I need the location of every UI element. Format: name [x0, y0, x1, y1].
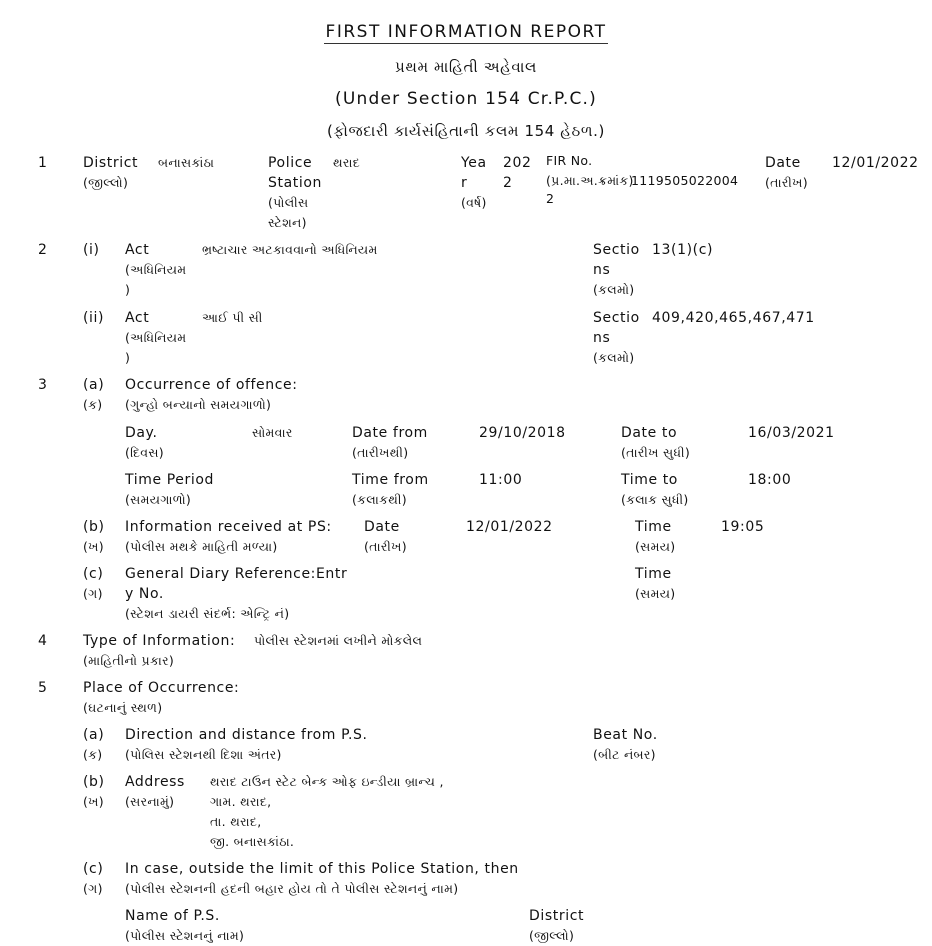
address-line: જી. બનાસકાંઠા.	[210, 834, 295, 849]
sub-index: (b)	[83, 774, 105, 790]
district-label: District	[83, 155, 139, 171]
type-of-information-label-gujarati: (માહિતીનો પ્રકાર)	[83, 653, 175, 668]
sub-index-gujarati: (ગ)	[83, 881, 103, 896]
year-value: 202	[503, 155, 532, 171]
time-period-label: Time Period	[125, 472, 214, 488]
occurrence-label: Occurrence of offence:	[125, 377, 298, 393]
item-number: 4	[38, 633, 48, 649]
diary-time-label: Time	[635, 566, 672, 582]
year-label: Yea	[461, 155, 487, 171]
place-of-occurrence-label-gujarati: (ઘટનાનું સ્થળ)	[83, 700, 163, 715]
outside-district-label: District	[529, 908, 585, 924]
info-date-label-gujarati: (તારીખ)	[364, 539, 407, 554]
ps-name-label: Name of P.S.	[125, 908, 220, 924]
day-label: Day.	[125, 425, 158, 441]
sections-label-gujarati: (કલમો)	[593, 282, 635, 297]
info-time-label: Time	[635, 519, 672, 535]
sections-label-line2: ns	[593, 330, 611, 346]
beat-number-label: Beat No.	[593, 727, 658, 743]
district-value: બનાસકાંઠા	[158, 155, 215, 170]
info-date-label: Date	[364, 519, 400, 535]
fir-number-value-line2: 2	[546, 191, 555, 206]
ps-name-label-gujarati: (પોલીસ સ્ટેશનનું નામ)	[125, 928, 245, 943]
district-label-gujarati: (જીલ્લો)	[83, 175, 129, 190]
police-station-label-gujarati: (પોલીસ	[268, 195, 309, 210]
sections-label-line2: ns	[593, 262, 611, 278]
direction-distance-label-gujarati: (પોલિસ સ્ટેશનથી દિશા અંતર)	[125, 747, 282, 762]
day-label-gujarati: (દિવસ)	[125, 445, 164, 460]
act-value: આઈ પી સી	[202, 310, 263, 325]
act-value: ભ્રષ્ટાચાર અટકાવવાનો અધિનિયમ	[202, 242, 378, 257]
time-to-label-gujarati: (કલાક સુધી)	[621, 492, 689, 507]
year-value-line2: 2	[503, 175, 513, 191]
date-from-label: Date from	[352, 425, 428, 441]
item-number: 3	[38, 377, 48, 393]
time-period-label-gujarati: (સમયગાળો)	[125, 492, 192, 507]
year-label-line2: r	[461, 175, 468, 191]
time-from-label-gujarati: (કલાકથી)	[352, 492, 407, 507]
outside-limit-label-gujarati: (પોલીસ સ્ટેશનની હદની બહાર હોય તો તે પોલીસ સ્ટેશનનું નામ)	[125, 881, 459, 896]
beat-number-label-gujarati: (બીટ નંબર)	[593, 747, 656, 762]
sub-index-gujarati: (ક)	[83, 397, 103, 412]
date-to-label: Date to	[621, 425, 678, 441]
police-station-value: થરાદ	[333, 155, 361, 170]
sections-label: Sectio	[593, 310, 640, 326]
address-label-gujarati: (સરનામું)	[125, 794, 175, 809]
type-of-information-label: Type of Information:	[83, 633, 236, 649]
info-received-label-gujarati: (પોલીસ મથકે માહિતી મળ્યા)	[125, 539, 278, 554]
day-value: સોમવાર	[252, 425, 293, 440]
act-label: Act	[125, 242, 150, 258]
sections-value: 13(1)(c)	[652, 242, 714, 258]
act-label-gujarati: (અધિનિયમ	[125, 330, 187, 345]
act-label: Act	[125, 310, 150, 326]
outside-district-label-gujarati: (જીલ્લો)	[529, 928, 575, 943]
date-label: Date	[765, 155, 801, 171]
date-label-gujarati: (તારીખ)	[765, 175, 808, 190]
type-of-information-value: પોલીસ સ્ટેશનમાં લખીને મોકલેલ	[254, 633, 423, 648]
date-to-label-gujarati: (તારીખ સુધી)	[621, 445, 690, 460]
diary-time-label-gujarati: (સમય)	[635, 586, 676, 601]
diary-reference-label-line2: y No.	[125, 586, 164, 602]
date-from-value: 29/10/2018	[479, 425, 566, 441]
year-label-gujarati: (વર્ષ)	[461, 195, 487, 210]
fir-number-label-gujarati: (પ્ર.મા.અ.ક્રમાંક)	[546, 173, 634, 188]
police-station-label: Police	[268, 155, 313, 171]
address-line: તા. થરાદ,	[210, 814, 262, 829]
report-section: (Under Section 154 Cr.P.C.)	[335, 89, 597, 109]
fir-number-label: FIR No.	[546, 153, 593, 168]
address-line: થરાદ ટાઉન સ્ટેટ બેન્ક ઓફ ઇન્ડીયા બ્રાન્ચ ,	[210, 774, 444, 789]
act-index: (ii)	[83, 310, 105, 326]
info-date-value: 12/01/2022	[466, 519, 553, 535]
time-from-label: Time from	[352, 472, 429, 488]
report-title-gujarati: પ્રથમ માહિતી અહેવાલ	[395, 58, 537, 76]
act-label-gujarati-close: )	[125, 282, 131, 297]
act-index: (i)	[83, 242, 100, 258]
diary-reference-label: General Diary Reference:Entr	[125, 566, 348, 582]
outside-limit-label: In case, outside the limit of this Police Station, then	[125, 861, 519, 877]
sub-index-gujarati: (ખ)	[83, 794, 104, 809]
sections-label: Sectio	[593, 242, 640, 258]
sub-index-gujarati: (ખ)	[83, 539, 104, 554]
diary-reference-label-gujarati: (સ્ટેશન ડાયરી સંદર્ભ: એન્ટ્રિ નં)	[125, 606, 290, 621]
item-number: 2	[38, 242, 48, 258]
time-to-label: Time to	[621, 472, 678, 488]
report-section-gujarati: (ફોજદારી કાર્યસંહિતાની કલમ 154 હેઠળ.)	[327, 122, 605, 140]
info-time-value: 19:05	[721, 519, 765, 535]
police-station-label-line2: Station	[268, 175, 322, 191]
item-number: 1	[38, 155, 48, 171]
time-to-value: 18:00	[748, 472, 792, 488]
act-label-gujarati: (અધિનિયમ	[125, 262, 187, 277]
sub-index-gujarati: (ગ)	[83, 586, 103, 601]
date-to-value: 16/03/2021	[748, 425, 835, 441]
sections-value: 409,420,465,467,471	[652, 310, 815, 326]
sub-index: (a)	[83, 377, 105, 393]
direction-distance-label: Direction and distance from P.S.	[125, 727, 368, 743]
police-station-label-gujarati-line2: સ્ટેશન)	[268, 215, 307, 230]
report-title: FIRST INFORMATION REPORT	[325, 22, 607, 42]
info-time-label-gujarati: (સમય)	[635, 539, 676, 554]
act-label-gujarati-close: )	[125, 350, 131, 365]
address-line: ગામ. થરાદ,	[210, 794, 272, 809]
sub-index: (b)	[83, 519, 105, 535]
sub-index: (c)	[83, 566, 104, 582]
place-of-occurrence-label: Place of Occurrence:	[83, 680, 240, 696]
sub-index-gujarati: (ક)	[83, 747, 103, 762]
item-number: 5	[38, 680, 48, 696]
time-from-value: 11:00	[479, 472, 523, 488]
date-from-label-gujarati: (તારીખથી)	[352, 445, 409, 460]
sub-index: (c)	[83, 861, 104, 877]
occurrence-label-gujarati: (ગુન્હો બન્યાનો સમયગાળો)	[125, 397, 272, 412]
fir-date-value: 12/01/2022	[832, 155, 919, 171]
sections-label-gujarati: (કલમો)	[593, 350, 635, 365]
info-received-label: Information received at PS:	[125, 519, 332, 535]
address-label: Address	[125, 774, 185, 790]
fir-number-value: 1119505022004	[631, 173, 739, 188]
sub-index: (a)	[83, 727, 105, 743]
